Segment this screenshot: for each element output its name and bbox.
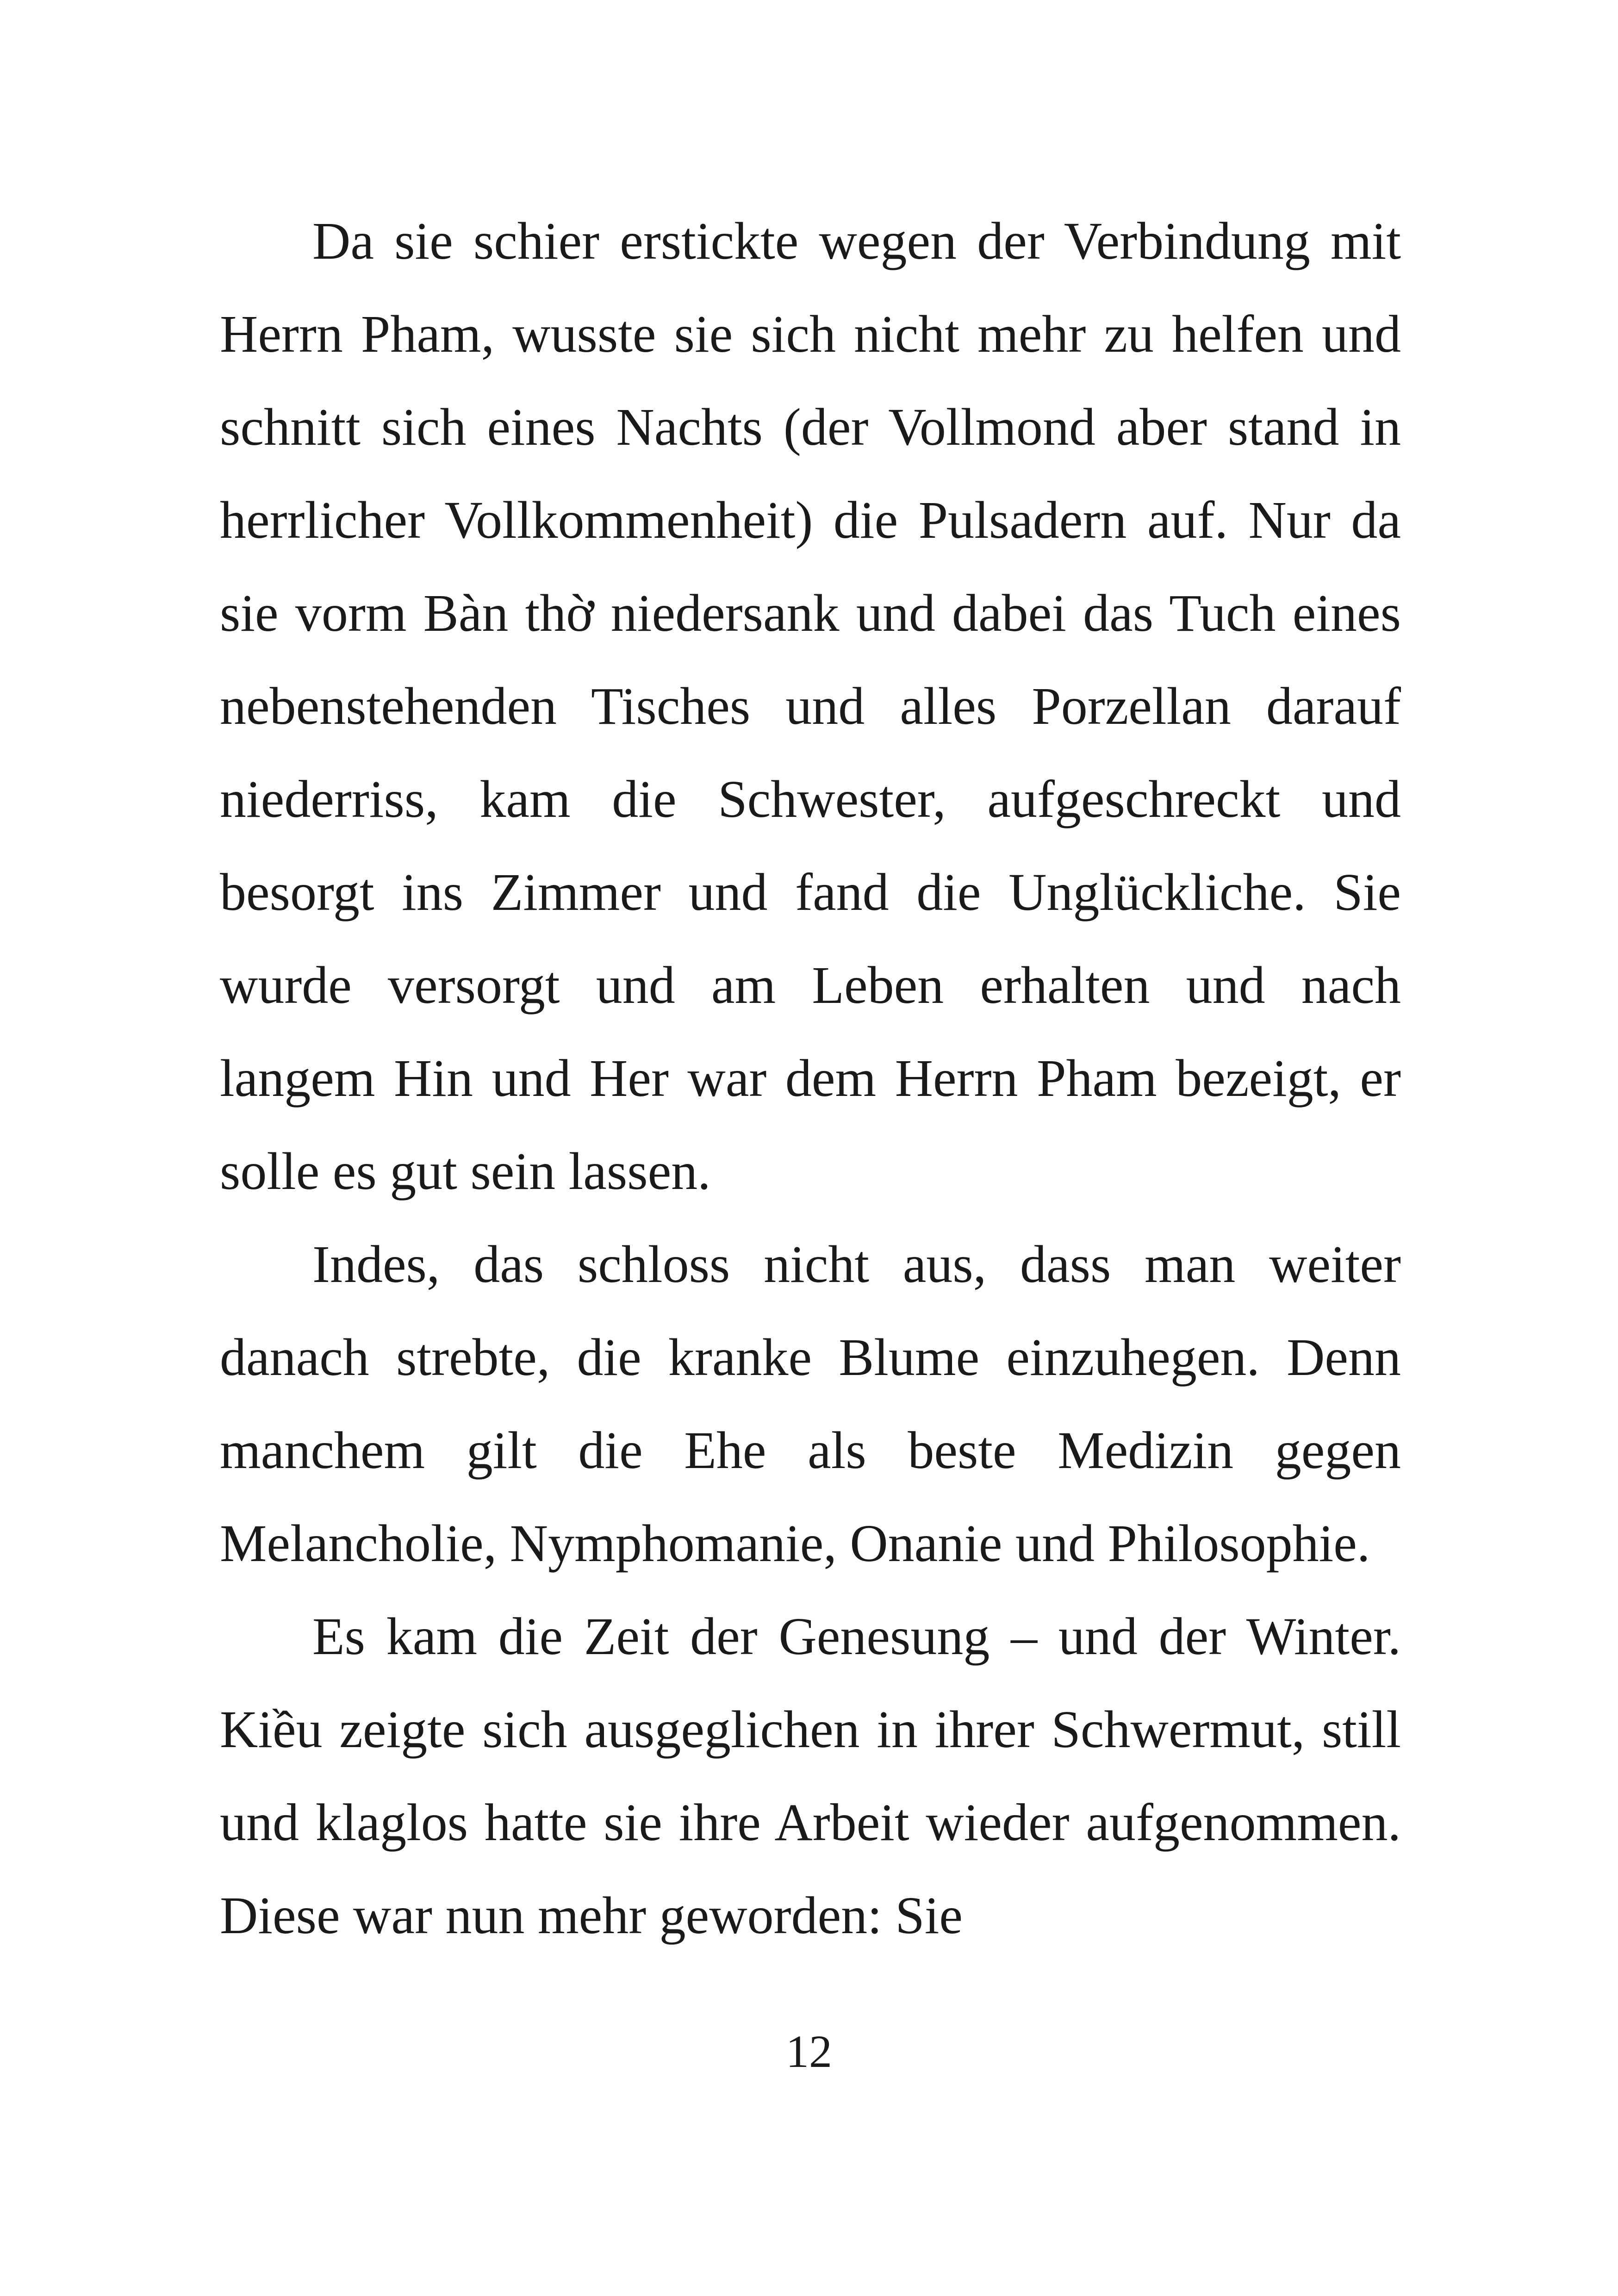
paragraph-3: Es kam die Zeit der Genesung – und der Winter. Kiều zeigte sich ausgeglichen in ihrer Schwermut, still und klaglos hatte sie ihre Arbeit wieder aufgenommen. Diese war nun mehr geworden: Sie	[220, 1607, 1401, 1945]
paragraph-1: Da sie schier erstickte wegen der Verbindung mit Herrn Pham, wusste sie sich nicht mehr zu helfen und schnitt sich eines Nachts (der Vollmond aber stand in herrlicher Vollkommenheit) die Pulsadern auf. Nur da sie vorm Bàn thờ niedersank und dabei das Tuch eines nebenstehenden Tisches und alles Porzellan darauf niederriss, kam die Schwester, aufgeschreckt und besorgt ins Zimmer und fand die Unglückliche. Sie wurde versorgt und am Leben erhalten und nach langem Hin und Her war dem Herrn Pham bezeigt, er solle es gut sein lassen.	[220, 212, 1401, 1201]
page-number: 12	[786, 2026, 832, 2077]
paragraph-2: Indes, das schloss nicht aus, dass man weiter danach strebte, die kranke Blume einzuhegen. Denn manchem gilt die Ehe als beste Medizin gegen Melancholie, Nymphomanie, Onanie und Philosophie.	[220, 1235, 1401, 1573]
body-text	[220, 194, 1401, 1962]
